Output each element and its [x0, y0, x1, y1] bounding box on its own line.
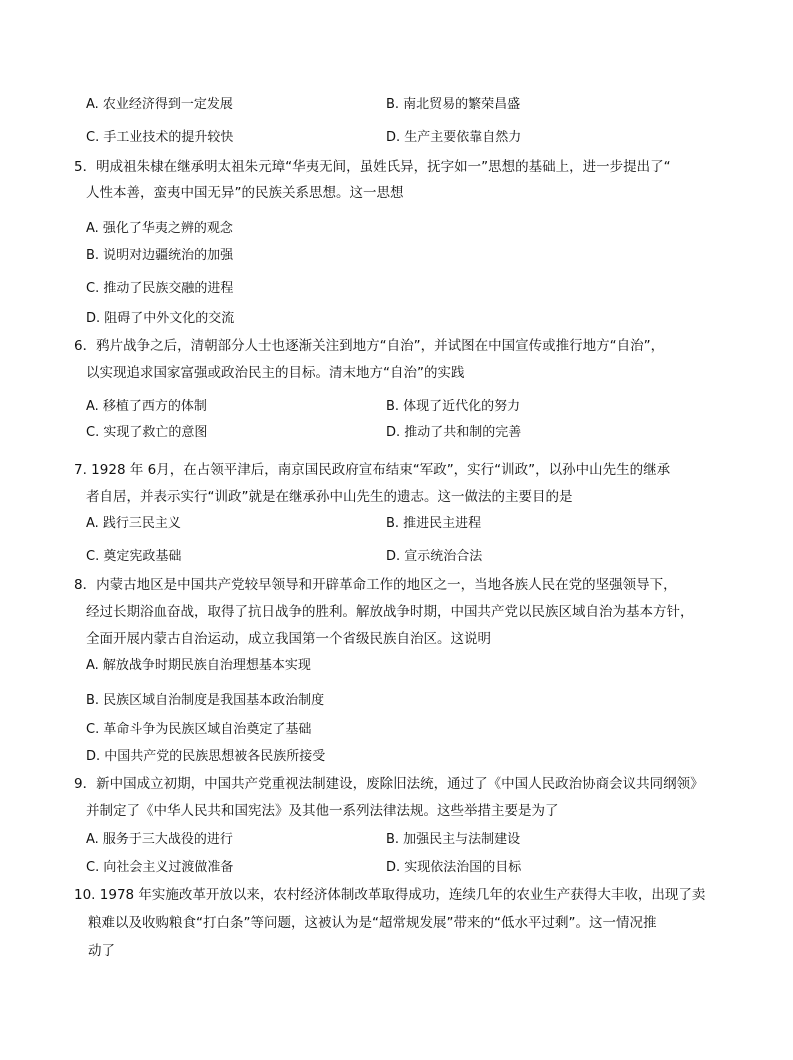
q4-option-d: D. 生产主要依靠自然力: [386, 130, 522, 145]
q10-stem-line3: 动了: [88, 943, 115, 959]
q6-option-a: A. 移植了西方的体制: [86, 399, 207, 414]
q7-option-d: D. 宣示统治合法: [386, 549, 483, 564]
q5-option-b: B. 说明对边疆统治的加强: [86, 248, 234, 263]
q5-stem-line1: 5．明成祖朱棣在继承明太祖朱元璋“华夷无间，虽姓氏异，抚字如一”思想的基础上，进一步提出了“: [74, 159, 671, 175]
q8-option-d: D. 中国共产党的民族思想被各民族所接受: [86, 749, 326, 764]
q8-stem-line2: 经过长期浴血奋战，取得了抗日战争的胜利。解放战争时期，中国共产党以民族区域自治为基本方针，: [86, 604, 694, 620]
q6-option-d: D. 推动了共和制的完善: [386, 425, 522, 440]
q9-option-d: D. 实现依法治国的目标: [386, 860, 522, 875]
q7-option-b: B. 推进民主进程: [386, 516, 482, 531]
q5-stem-line2: 人性本善，蛮夷中国无异”的民族关系思想。这一思想: [86, 185, 404, 201]
q9-option-c: C. 向社会主义过渡做准备: [86, 860, 234, 875]
q5-option-a: A. 强化了华夷之辨的观念: [86, 221, 233, 236]
q10-stem-line2: 粮难以及收购粮食“打白条”等问题，这被认为是“超常规发展”带来的“低水平过剩”。这一情况推: [88, 915, 657, 931]
q9-option-a: A. 服务于三大战役的进行: [86, 832, 233, 847]
q4-option-a: A. 农业经济得到一定发展: [86, 97, 233, 112]
q6-stem-line2: 以实现追求国家富强或政治民主的目标。清末地方“自治”的实践: [86, 365, 465, 381]
q4-option-c: C. 手工业技术的提升较快: [86, 130, 234, 145]
q9-option-b: B. 加强民主与法制建设: [386, 832, 521, 847]
q4-option-b: B. 南北贸易的繁荣昌盛: [386, 97, 521, 112]
q6-option-b: B. 体现了近代化的努力: [386, 399, 521, 414]
q5-option-c: C. 推动了民族交融的进程: [86, 281, 234, 296]
q6-stem-line1: 6．鸦片战争之后，清朝部分人士也逐渐关注到地方“自治”，并试图在中国宣传或推行地方“自治”，: [74, 338, 665, 354]
q8-stem-line1: 8．内蒙古地区是中国共产党较早领导和开辟革命工作的地区之一，当地各族人民在党的坚强领导下，: [74, 577, 677, 593]
q5-option-d: D. 阻碍了中外文化的交流: [86, 311, 235, 326]
q7-stem-line2: 者自居，并表示实行“训政”就是在继承孙中山先生的遗志。这一做法的主要目的是: [86, 489, 573, 505]
q7-stem-line1: 7. 1928 年 6月，在占领平津后，南京国民政府宣布结束“军政”，实行“训政”，以孙中山先生的继承: [74, 462, 671, 478]
q10-stem-line1: 10. 1978 年实施改革开放以来，农村经济体制改革取得成功，连续几年的农业生产获得大丰收，出现了卖: [74, 887, 706, 903]
q9-stem-line2: 并制定了《中华人民共和国宪法》及其他一系列法律法规。这些举措主要是为了: [86, 803, 559, 819]
q9-stem-line1: 9．新中国成立初期，中国共产党重视法制建设，废除旧法统，通过了《中国人民政治协商会议共同纲领》: [74, 776, 704, 792]
q8-option-c: C. 革命斗争为民族区域自治奠定了基础: [86, 722, 312, 737]
q7-option-a: A. 践行三民主义: [86, 516, 181, 531]
q8-option-a: A. 解放战争时期民族自治理想基本实现: [86, 658, 311, 673]
q8-option-b: B. 民族区域自治制度是我国基本政治制度: [86, 693, 325, 708]
q6-option-c: C. 实现了救亡的意图: [86, 425, 208, 440]
q7-option-c: C. 奠定宪政基础: [86, 549, 182, 564]
q8-stem-line3: 全面开展内蒙古自治运动，成立我国第一个省级民族自治区。这说明: [86, 631, 491, 647]
